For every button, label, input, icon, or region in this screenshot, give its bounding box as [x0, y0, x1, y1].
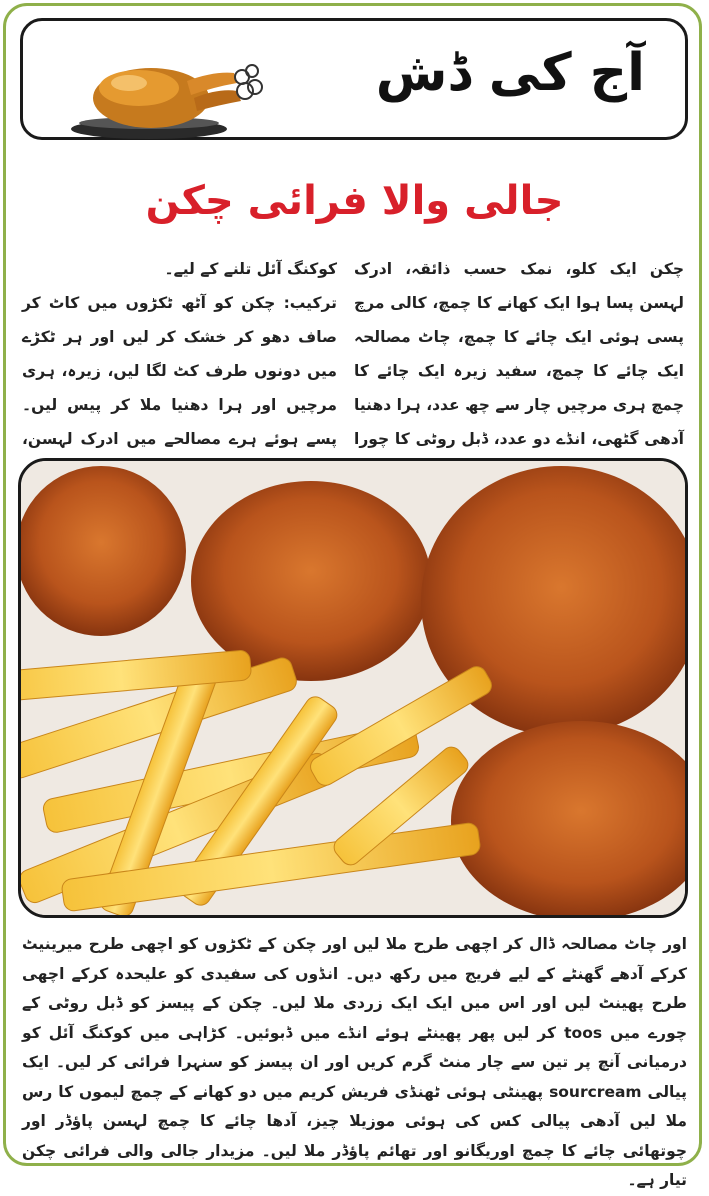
fried-chicken-photo	[18, 458, 688, 918]
recipe-title: جالی والا فرائی چکن	[145, 178, 564, 224]
ingredients-column	[354, 252, 684, 490]
method-continued-text: اور چاٹ مصالحہ ڈال کر اچھی طرح ملا لیں اور چکن کے ٹکڑوں کو اچھی طرح میرینیٹ کرکے آدھے گھنٹے کے لیے فریج میں رکھ دیں۔ انڈوں کی سفیدی کو علیحدہ کرکے اچھی طرح پھینٹ لیں اور اس میں ایک ایک زردی ملا لیں۔ چکن کے پیسز کو ڈبل روٹی کے چورے میں toos کر لیں پھر پھینٹے ہوئے انڈے میں ڈبوئیں۔ کڑاہی میں کوکنگ آئل کو درمیانی آنچ پر تین سے چار منٹ گرم کریں اور ان پیسز کو سنہرا فرائی کر لیں۔ ایک پیالی sourcream پھینٹی ہوئی ٹھنڈی فریش کریم میں دو کھانے کے چمچ لیموں کا رس ملا لیں آدھی پیالی کس کی ہوئی موزیلا چیز، آدھا چائے کا چمچ لہسن پاؤڈر اور چوتھائی چائے کا چمچ اوریگانو اور تھائم پاؤڈر ملا لیں۔ مزیدار جالی والی فرائی چکن تیار ہے۔	[22, 935, 688, 1189]
method-intro: کوکنگ آئل تلنے کے لیے۔	[164, 260, 337, 278]
method-column	[22, 252, 337, 490]
page-title: آج کی ڈش	[375, 43, 645, 103]
fried-chicken-and-fries-photo	[21, 461, 685, 915]
roast-chicken-icon	[69, 43, 289, 143]
ingredients-text: چکن ایک کلو، نمک حسب ذائقہ، ادرک لہسن پسا ہوا ایک کھانے کا چمچ، کالی مرچ پسی ہوئی ایک چائے کا چمچ، چاٹ مصالحہ ایک چائے کا چمچ، سفید زیرہ ایک چائے کا چمچ ہری مرچیں چار سے چھ عدد، ہرا دھنیا آدھی گٹھی، انڈے دو عدد، ڈبل روٹی کا چورا	[354, 260, 684, 448]
method-continued-column	[22, 930, 687, 1196]
method-text: ترکیب: چکن کو آٹھ ٹکڑوں میں کاٹ کر صاف دھو کر خشک کر لیں اور ہر ٹکڑے میں دونوں طرف کٹ لگا لیں، زیرہ، ہری مرچیں اور ہرا دھنیا ملا کر پیس لیں۔ پسے ہوئے ہرے مصالحے میں ادرک لہسن،	[22, 294, 337, 448]
header-banner	[20, 18, 688, 140]
